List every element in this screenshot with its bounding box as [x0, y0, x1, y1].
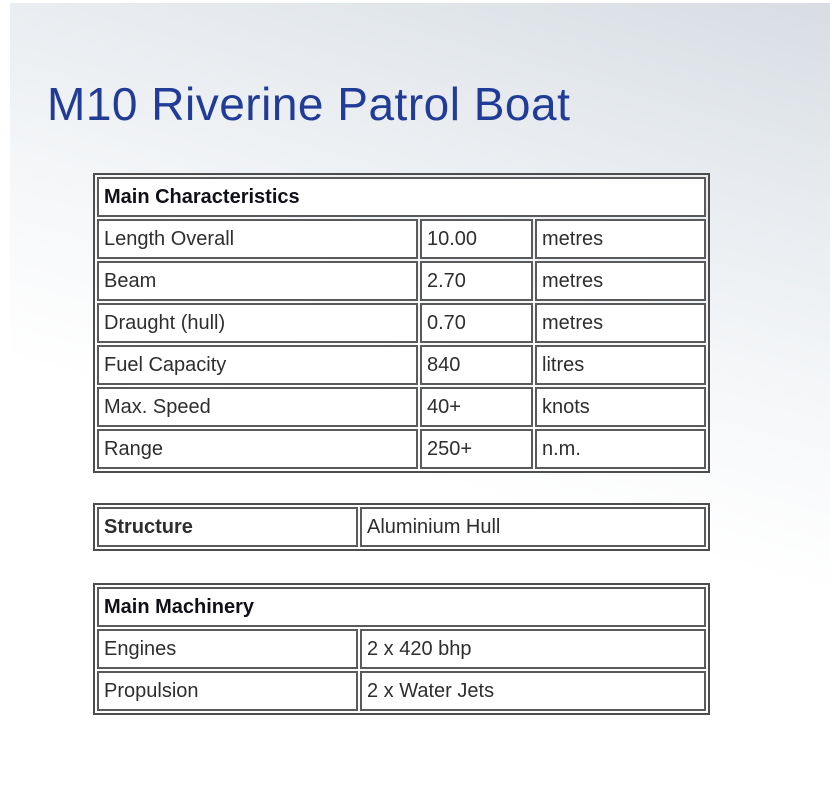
main-machinery-table	[93, 583, 710, 715]
structure-label: Structure	[97, 507, 358, 547]
table-header-row	[97, 177, 706, 217]
structure-table	[93, 503, 710, 551]
spec-value: 0.70	[420, 303, 533, 343]
table-row	[97, 629, 706, 669]
table-row	[97, 261, 706, 301]
table-row	[97, 219, 706, 259]
spec-label: Beam	[97, 261, 418, 301]
spec-unit: knots	[535, 387, 706, 427]
structure-value: Aluminium Hull	[360, 507, 706, 547]
table-row	[97, 387, 706, 427]
main-characteristics-table	[93, 173, 710, 473]
spec-unit: metres	[535, 219, 706, 259]
table-row	[97, 303, 706, 343]
page-title: M10 Riverine Patrol Boat	[47, 77, 571, 130]
spec-unit: metres	[535, 261, 706, 301]
table-row	[97, 345, 706, 385]
spec-value: 10.00	[420, 219, 533, 259]
spec-label: Max. Speed	[97, 387, 418, 427]
table-row	[97, 507, 706, 547]
table-row	[97, 671, 706, 711]
main-characteristics-header: Main Characteristics	[97, 177, 706, 217]
spec-label: Range	[97, 429, 418, 469]
table-row	[97, 429, 706, 469]
machinery-label: Propulsion	[97, 671, 358, 711]
spec-label: Fuel Capacity	[97, 345, 418, 385]
spec-value: 840	[420, 345, 533, 385]
spec-value: 250+	[420, 429, 533, 469]
spec-unit: litres	[535, 345, 706, 385]
spec-value: 2.70	[420, 261, 533, 301]
spec-label: Draught (hull)	[97, 303, 418, 343]
spec-unit: metres	[535, 303, 706, 343]
machinery-value: 2 x Water Jets	[360, 671, 706, 711]
main-machinery-header: Main Machinery	[97, 587, 706, 627]
machinery-value: 2 x 420 bhp	[360, 629, 706, 669]
spec-value: 40+	[420, 387, 533, 427]
spec-label: Length Overall	[97, 219, 418, 259]
table-header-row	[97, 587, 706, 627]
machinery-label: Engines	[97, 629, 358, 669]
spec-unit: n.m.	[535, 429, 706, 469]
